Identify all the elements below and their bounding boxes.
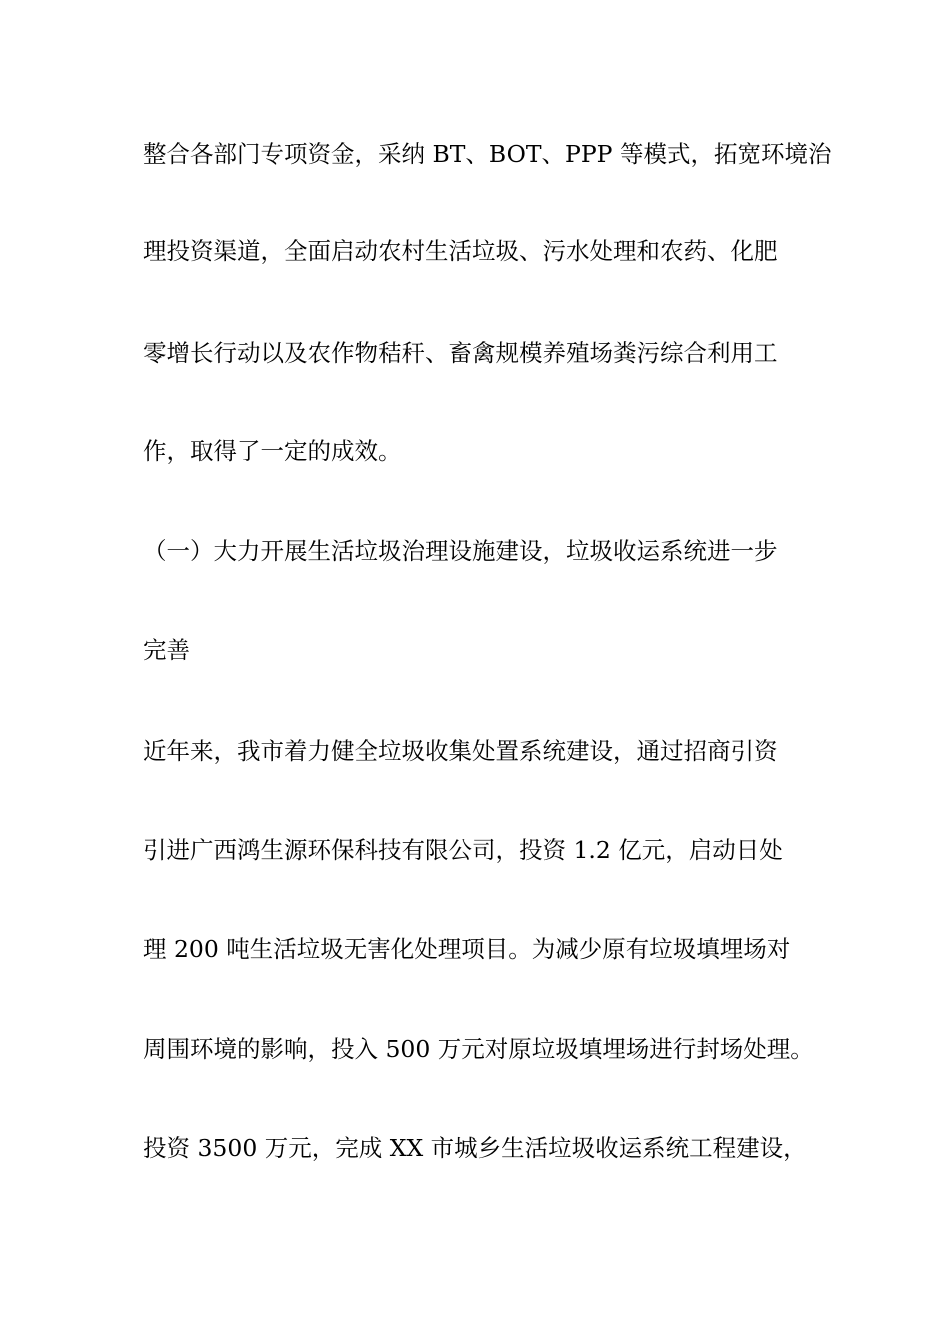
section-heading-line: （一）大力开展生活垃圾治理设施建设，垃圾收运系统进一步 [143,537,778,565]
paragraph-line: 理投资渠道，全面启动农村生活垃圾、污水处理和农药、化肥 [143,237,778,265]
paragraph-line: 作，取得了一定的成效。 [143,437,402,465]
paragraph-line: 近年来，我市着力健全垃圾收集处置系统建设，通过招商引资 [143,737,778,765]
paragraph-line: 零增长行动以及农作物秸秆、畜禽规模养殖场粪污综合利用工 [143,339,778,367]
paragraph-line: 理 200 吨生活垃圾无害化处理项目。为减少原有垃圾填埋场对 [143,935,791,963]
paragraph-line: 周围环境的影响，投入 500 万元对原垃圾填埋场进行封场处理。 [143,1035,814,1063]
paragraph-line: 整合各部门专项资金，采纳 BT、BOT、PPP 等模式，拓宽环境治 [143,140,832,168]
section-heading-line: 完善 [143,636,190,664]
paragraph-line: 引进广西鸿生源环保科技有限公司，投资 1.2 亿元，启动日处 [143,836,783,864]
paragraph-line: 投资 3500 万元，完成 XX 市城乡生活垃圾收运系统工程建设， [143,1134,807,1162]
